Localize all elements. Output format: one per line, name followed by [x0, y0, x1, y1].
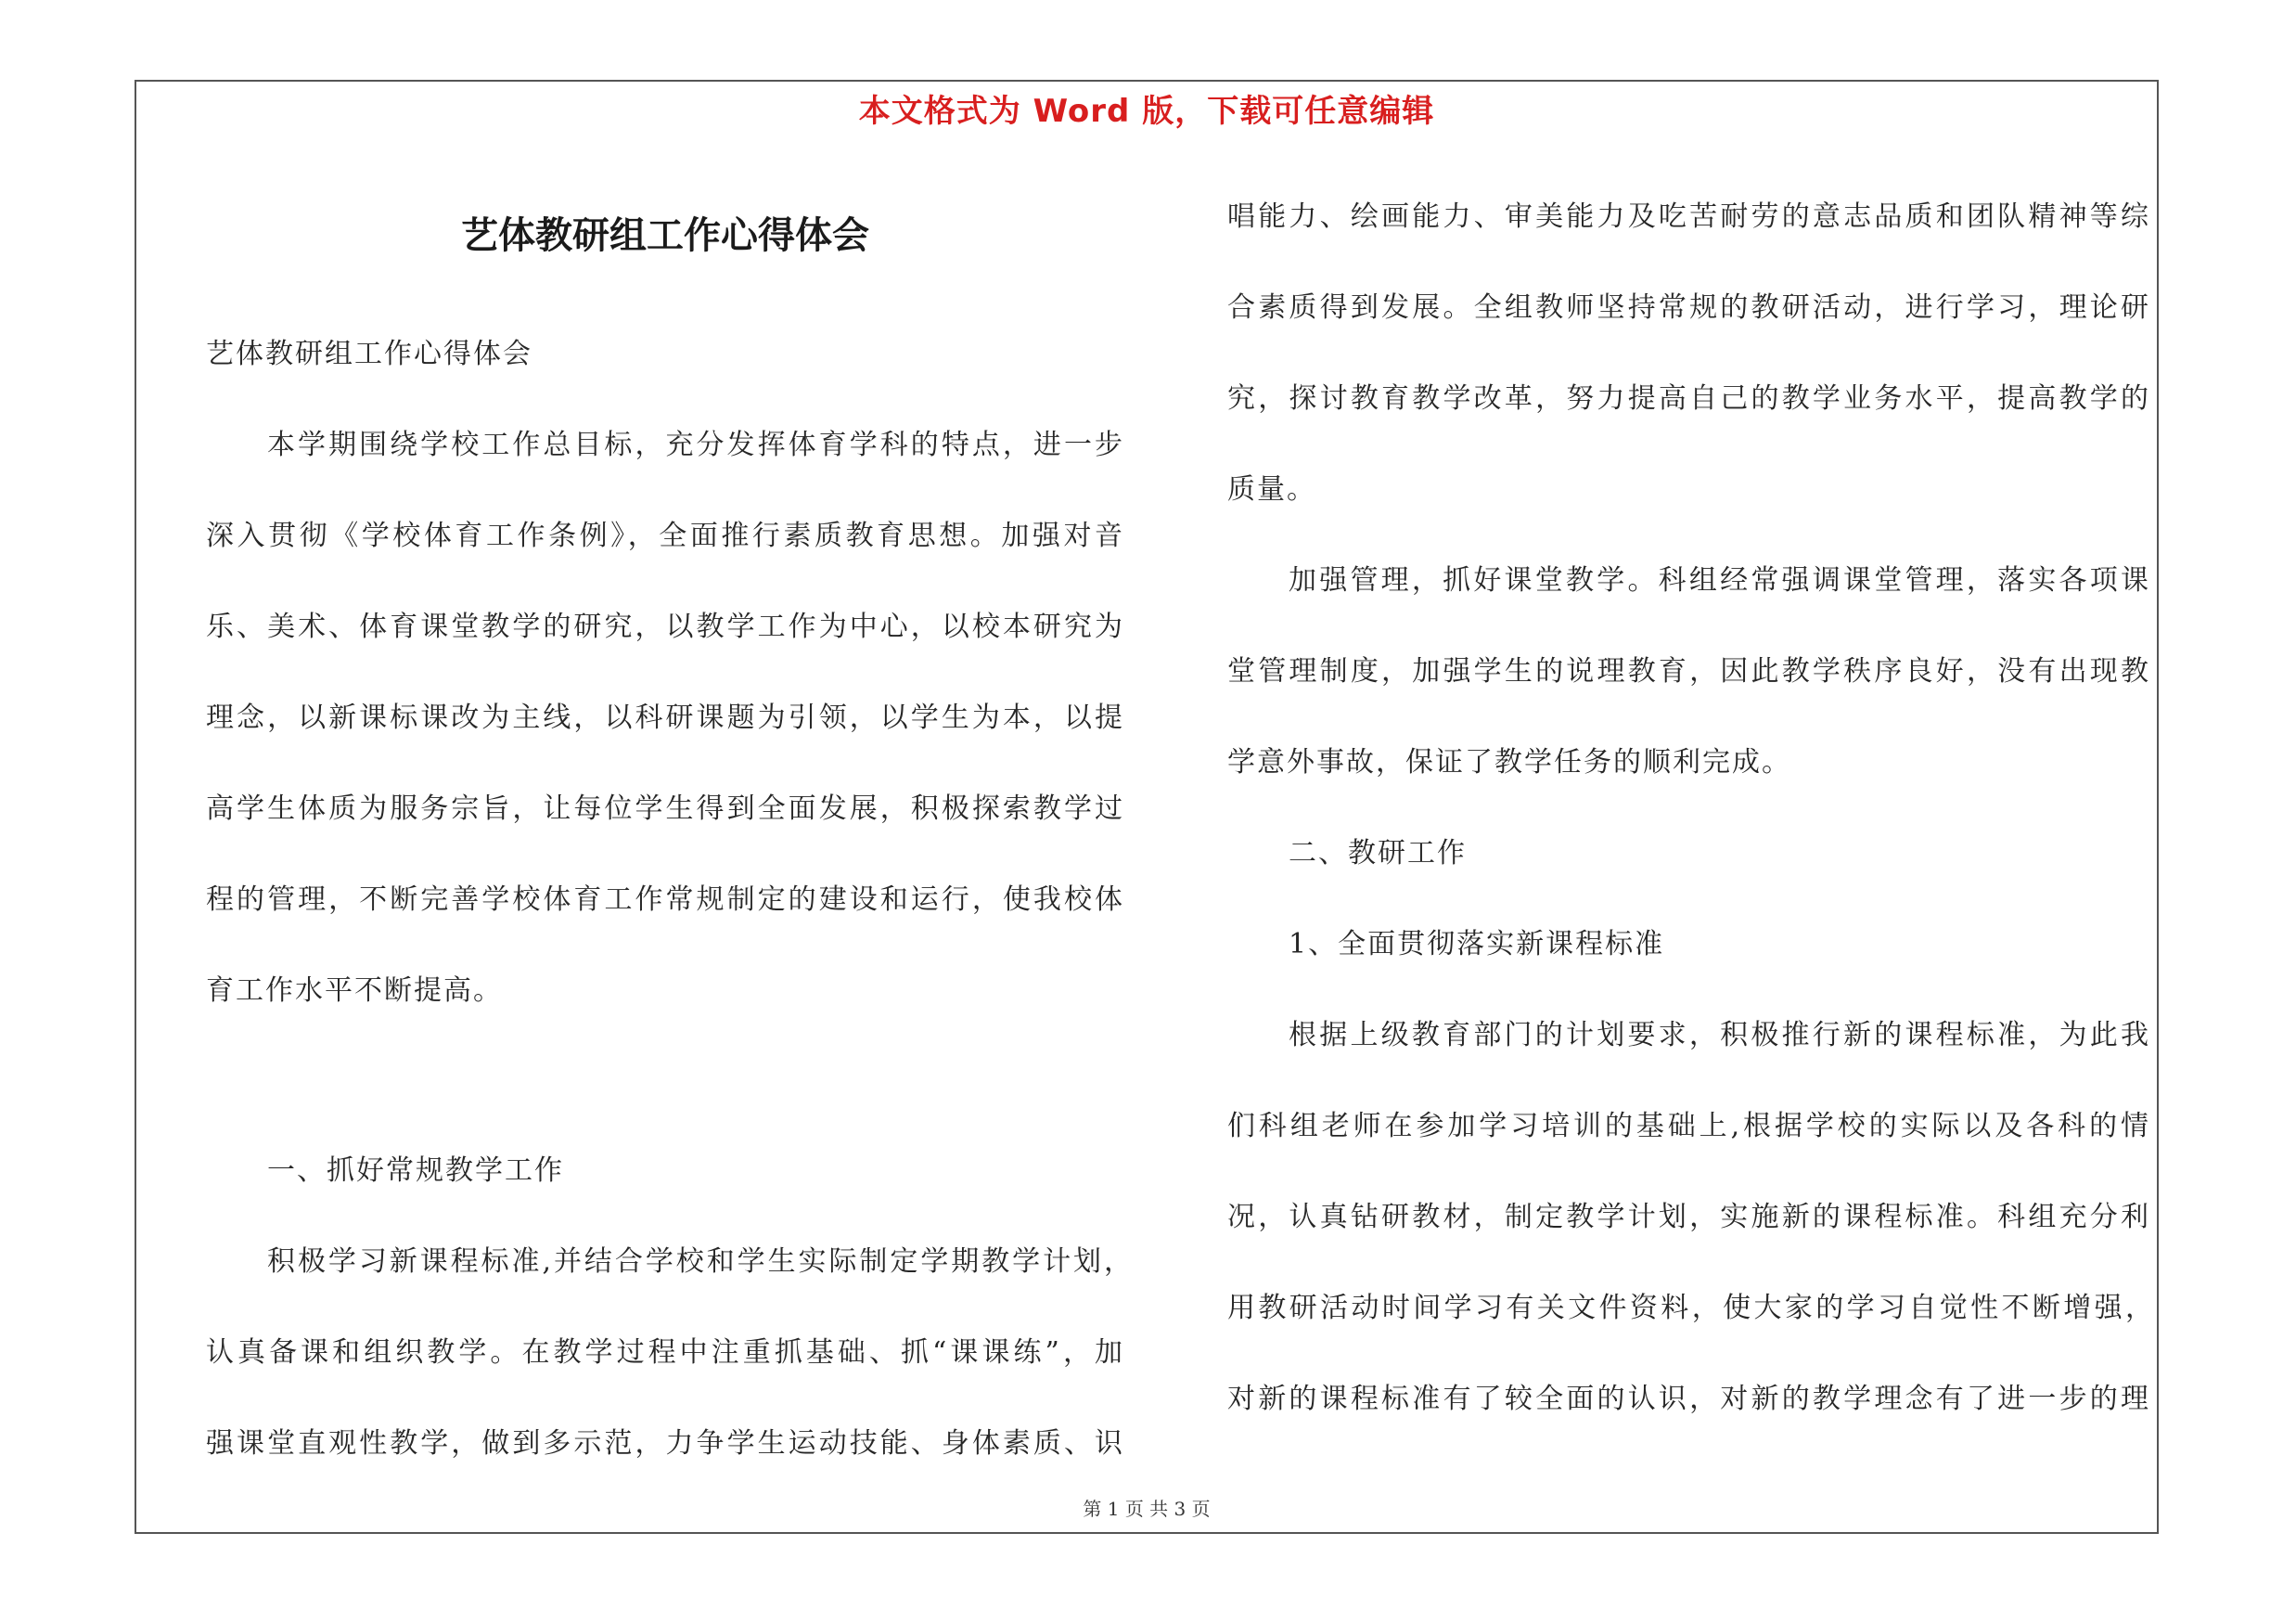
right-heading-2: 二、教研工作: [1289, 837, 1467, 869]
document-title: 艺体教研组工作心得体会: [461, 213, 869, 257]
page-number-footer: 第 1 页 共 3 页: [1083, 1498, 1211, 1520]
right-line-10: 们科组老师在参加学习培训的基础上,根据学校的实际以及各科的情: [1227, 1110, 2150, 1142]
right-line-13: 对新的课程标准有了较全面的认识，对新的教学理念有了进一步的理: [1227, 1383, 2150, 1415]
right-line-5: 堂管理制度，加强学生的说理教育，因此教学秩序良好，没有出现教: [1227, 655, 2150, 688]
left-line-0: 艺体教研组工作心得体会: [206, 338, 532, 370]
left-line-7: 育工作水平不断提高。: [206, 974, 503, 1007]
left-heading-1: 一、抓好常规教学工作: [267, 1154, 564, 1187]
left-line-1: 本学期围绕学校工作总目标，充分发挥体育学科的特点，进一步: [267, 429, 1124, 461]
left-line-10: 认真备课和组织教学。在教学过程中注重抓基础、抓“课课练”，加: [206, 1336, 1124, 1369]
left-line-6: 程的管理，不断完善学校体育工作常规制定的建设和运行，使我校体: [206, 883, 1124, 916]
right-line-9: 根据上级教育部门的计划要求，积极推行新的课程标准，为此我: [1289, 1019, 2150, 1051]
left-line-11: 强课堂直观性教学，做到多示范，力争学生运动技能、身体素质、识: [206, 1427, 1124, 1460]
right-line-2: 究，探讨教育教学改革，努力提高自己的教学业务水平，提高教学的: [1227, 382, 2150, 415]
right-line-6: 学意外事故，保证了教学任务的顺利完成。: [1227, 746, 1791, 779]
format-banner: 本文格式为 Word 版，下载可任意编辑: [858, 93, 1435, 130]
right-line-4: 加强管理，抓好课堂教学。科组经常强调课堂管理，落实各项课: [1289, 564, 2150, 597]
left-line-9: 积极学习新课程标准,并结合学校和学生实际制定学期教学计划，: [267, 1245, 1134, 1278]
right-line-3: 质量。: [1227, 473, 1316, 506]
right-subheading-1: 1、全面贯彻落实新课程标准: [1289, 928, 1665, 960]
left-line-4: 理念，以新课标课改为主线，以科研课题为引领，以学生为本，以提: [206, 702, 1124, 734]
right-line-11: 况，认真钻研教材，制定教学计划，实施新的课程标准。科组充分利: [1227, 1201, 2150, 1233]
right-line-0: 唱能力、绘画能力、审美能力及吃苦耐劳的意志品质和团队精神等综: [1227, 200, 2150, 233]
left-line-3: 乐、美术、体育课堂教学的研究，以教学工作为中心，以校本研究为: [206, 611, 1124, 643]
right-line-12: 用教研活动时间学习有关文件资料，使大家的学习自觉性不断增强，: [1227, 1292, 2155, 1324]
right-line-1: 合素质得到发展。全组教师坚持常规的教研活动，进行学习，理论研: [1227, 291, 2150, 324]
left-line-2: 深入贯彻《学校体育工作条例》，全面推行素质教育思想。加强对音: [206, 520, 1124, 552]
left-line-5: 高学生体质为服务宗旨，让每位学生得到全面发展，积极探索教学过: [206, 792, 1124, 825]
